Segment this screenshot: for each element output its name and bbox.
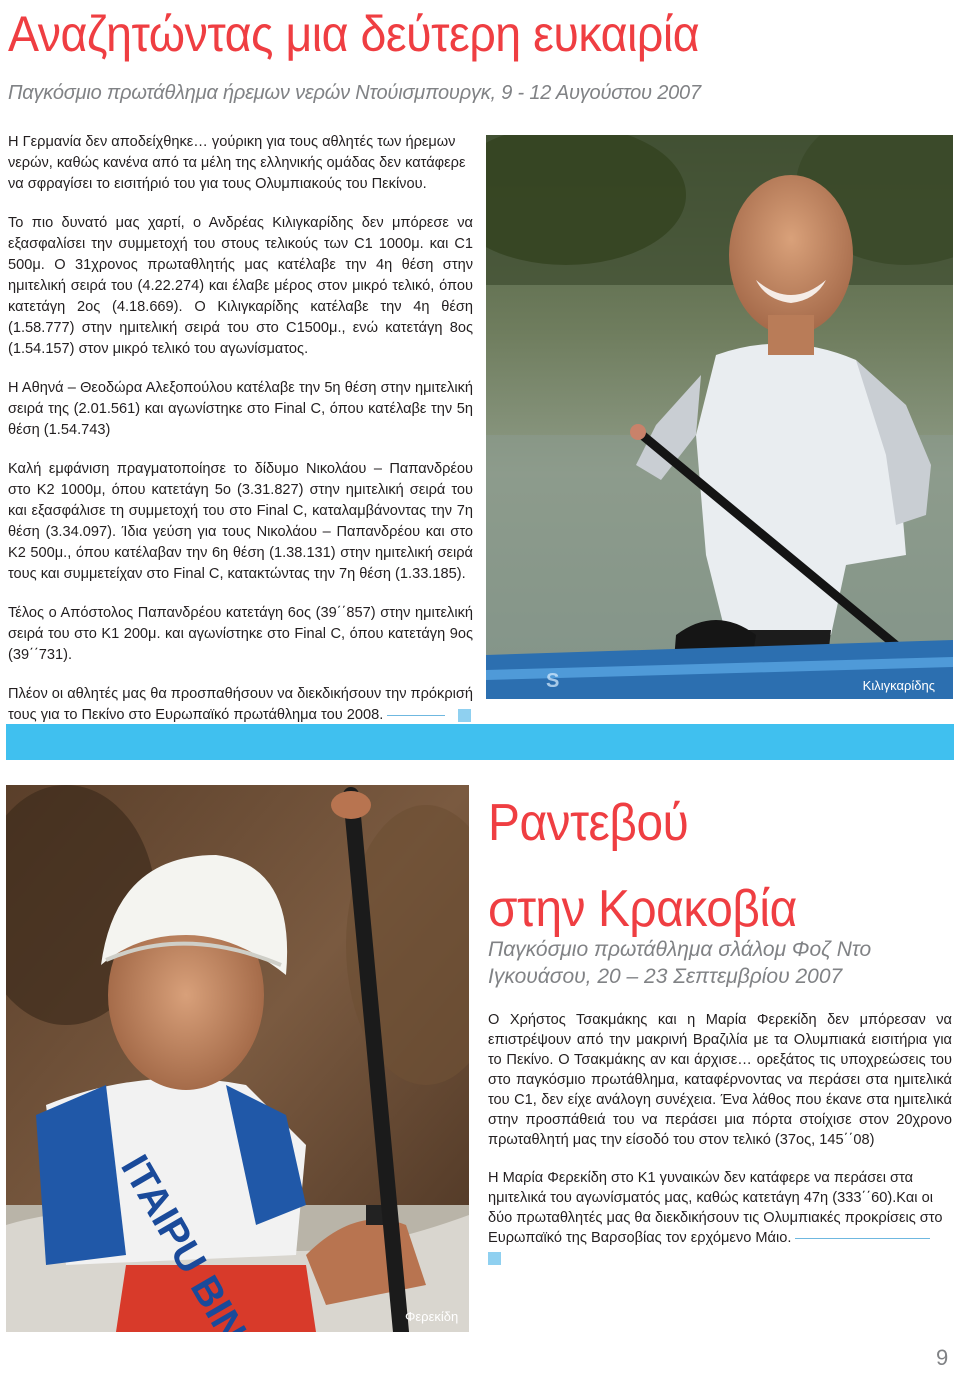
article1-title: Αναζητώντας μια δεύτερη ευκαιρία (8, 6, 700, 62)
article2-paragraph-text: Η Μαρία Φερεκίδη στο Κ1 γυναικών δεν κατάφερε να περάσει στα ημιτελικά του αγωνίσματός μας, καθώς κατετάγη 47η (333΄΄60).Και οι δύο πρωταθλητές μας θα διεκδικήσουν τις Ολυμπιακές προκρίσεις στο Ευρωπαϊκό της Βαρσοβίας τον ερχόμενο Μάιο. (488, 1170, 943, 1246)
article2-title-line2: στην Κρακοβία (488, 880, 797, 938)
page-number: 9 (936, 1345, 949, 1370)
article2-body (488, 1010, 952, 1286)
article1-subtitle: Παγκόσμιο πρωτάθλημα ήρεμων νερών Ντούισμπουργκ, 9 - 12 Αυγούστου 2007 (8, 82, 701, 104)
article2-last-paragraph (488, 1168, 952, 1268)
article1-paragraph: Καλή εμφάνιση πραγματοποίησε το δίδυμο Νικολάου – Παπανδρέου στο Κ2 1000μ, όπου κατετάγη 5ο (3.31.827) στην ημιτελική σειρά του και εξασφάλισε τη συμμετοχή του στο Final C, καταλαμβάνοντας την 7η θέση (3.34.097). Ίδια γεύση για τους Νικολάου – Παπανδρέου και στο Κ2 500μ., όπου κατέλαβαν την 6η θέση (1.38.131) στην ημιτελική σειρά τους και συμμετείχαν στο Final C, κατακτώντας την 7η θέση (1.33.185). (8, 461, 473, 582)
end-square-icon (458, 709, 471, 722)
end-rule (795, 1238, 930, 1239)
end-rule (387, 715, 445, 716)
article2-title (488, 780, 797, 952)
ferekidi-caption: Φερεκίδη (405, 1309, 459, 1324)
helmet-sponsor-text: ITAIPU (112, 1147, 215, 1281)
ferekidi-photo-illustration (6, 785, 469, 1332)
section-divider-bar (6, 724, 954, 760)
article1-last-paragraph (8, 684, 473, 726)
article1-body (8, 132, 473, 744)
article1-paragraph-text: Πλέον οι αθλητές μας θα προσπαθήσουν να διεκδικήσουν την πρόκρισή τους για το Πεκίνο στο Ευρωπαϊκό πρωτάθλημα του 2008. (8, 686, 473, 723)
svg-text:S: S (546, 670, 560, 692)
article2-subtitle: Παγκόσμιο πρωτάθλημα σλάλομ Φοζ Ντο Ιγκουάσου, 20 – 23 Σεπτεμβρίου 2007 (488, 938, 872, 988)
article1-paragraph: Τέλος ο Απόστολος Παπανδρέου κατετάγη 6ος (39΄΄857) στην ημιτελική σειρά του στο Κ1 200μ. και αγωνίστηκε στο Final C, όπου κατετάγη 9ος (39΄΄731). (8, 605, 473, 663)
article2-paragraph: Ο Χρήστος Τσακμάκης και η Μαρία Φερεκίδη δεν μπόρεσαν να επιστρέψουν από την μακρινή Βραζιλία με τα Ολυμπιακά εισιτήρια για το Πεκίνο. Ο Τσακμάκης αν και άρχισε… ορεξάτος τις υποχρεώσεις του στο παγκόσμιο πρωτάθλημα, καταφέρνοντας να περάσει στα ημιτελικά του C1, δεν είχε ανάλογη συνέχεια. Ένα λάθος που έκανε στα ημιτελικά στην προσπάθειά του να περάσει μια πόρτα στοίχισε στον 20χρονο πρωταθλητή μας την είσοδό του στον τελικό (37ος, 145΄΄08) (488, 1012, 952, 1148)
ferekidi-photo (6, 785, 469, 1332)
article1-paragraph: Το πιο δυνατό μας χαρτί, ο Ανδρέας Κιλιγκαρίδης δεν μπόρεσε να εξασφαλίσει την συμμετοχή του στους τελικούς των C1 1000μ. και C1 500μ. Ο 31χρονος πρωταθλητής μας κατέλαβε την 4η θέση στην ημιτελική σειρά του (4.22.274) και έλαβε μέρος στον μικρό τελικό, όπου κατετάγη 2ος (4.18.669). Ο Κιλιγκαρίδης κατέλαβε την 4η θέση (1.58.777) στην ημιτελική σειρά του στο C1500μ., ενώ κατετάγη 8ος (1.54.157) στον μικρό τελικό του αγωνίσματος. (8, 215, 473, 357)
kiligkaridis-caption: Κιλιγκαρίδης (862, 678, 935, 693)
end-square-icon (488, 1252, 501, 1265)
kiligkaridis-photo (486, 135, 953, 699)
article1-paragraph: Η Γερμανία δεν αποδείχθηκε… γούρικη για τους αθλητές των ήρεμων νερών, καθώς κανένα από τα μέλη της ελληνικής ομάδας δεν κατάφερε να σφραγίσει το εισιτήριό του για τους Ολυμπιακούς του Πεκίνου. (8, 134, 466, 192)
article1-paragraph: Η Αθηνά – Θεοδώρα Αλεξοπούλου κατέλαβε την 5η θέση στην ημιτελική σειρά της (2.01.561) και αγωνίστηκε στο Final C, όπου κατέλαβε την 5η θέση (1.54.743) (8, 380, 473, 438)
kiligkaridis-photo-illustration (486, 135, 953, 699)
article2-title-line1: Ραντεβού (488, 794, 689, 852)
